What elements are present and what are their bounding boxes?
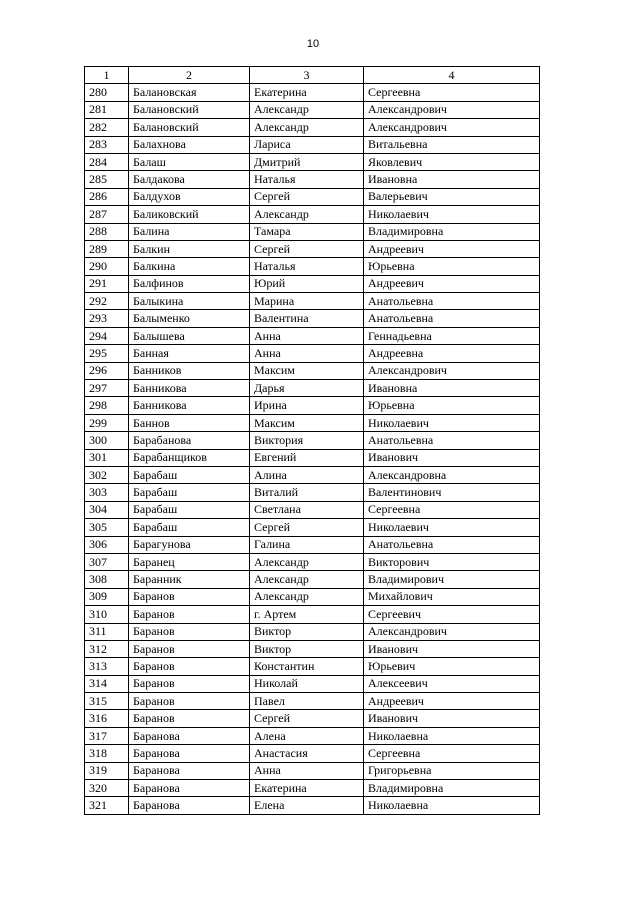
- table-row: [85, 745, 540, 762]
- table-row: [85, 206, 540, 223]
- patronymic-cell: Николаевна: [364, 727, 540, 744]
- table-row: [85, 658, 540, 675]
- row-number-cell: 302: [85, 466, 129, 483]
- row-number-cell: 292: [85, 293, 129, 310]
- surname-cell: Баранова: [129, 797, 250, 814]
- first-name-cell: Константин: [250, 658, 364, 675]
- patronymic-cell: Сергеевич: [364, 606, 540, 623]
- first-name-cell: Александр: [250, 119, 364, 136]
- table-row: [85, 397, 540, 414]
- table-row: [85, 606, 540, 623]
- first-name-cell: Марина: [250, 293, 364, 310]
- table-row: [85, 501, 540, 518]
- first-name-cell: Александр: [250, 588, 364, 605]
- surname-cell: Баранец: [129, 553, 250, 570]
- row-number-cell: 289: [85, 240, 129, 257]
- table-row: [85, 258, 540, 275]
- surname-cell: Банникова: [129, 380, 250, 397]
- row-number-cell: 312: [85, 640, 129, 657]
- row-number-cell: 284: [85, 153, 129, 170]
- row-number-cell: 307: [85, 553, 129, 570]
- table-row: [85, 693, 540, 710]
- surname-cell: Баранова: [129, 727, 250, 744]
- first-name-cell: Николай: [250, 675, 364, 692]
- surname-cell: Балановский: [129, 119, 250, 136]
- patronymic-cell: Владимировна: [364, 780, 540, 797]
- column-header-1: 1: [85, 67, 129, 84]
- patronymic-cell: Яковлевич: [364, 153, 540, 170]
- row-number-cell: 298: [85, 397, 129, 414]
- row-number-cell: 287: [85, 206, 129, 223]
- surname-cell: Баранов: [129, 675, 250, 692]
- first-name-cell: Алина: [250, 466, 364, 483]
- patronymic-cell: Сергеевна: [364, 745, 540, 762]
- patronymic-cell: Александровна: [364, 466, 540, 483]
- patronymic-cell: Николаевич: [364, 414, 540, 431]
- row-number-cell: 320: [85, 780, 129, 797]
- surname-cell: Балдакова: [129, 171, 250, 188]
- patronymic-cell: Иванович: [364, 710, 540, 727]
- patronymic-cell: Андреевич: [364, 693, 540, 710]
- first-name-cell: Наталья: [250, 171, 364, 188]
- table-row: [85, 780, 540, 797]
- first-name-cell: Анна: [250, 345, 364, 362]
- surname-cell: Баранов: [129, 640, 250, 657]
- row-number-cell: 305: [85, 519, 129, 536]
- first-name-cell: Галина: [250, 536, 364, 553]
- row-number-cell: 319: [85, 762, 129, 779]
- patronymic-cell: Витальевна: [364, 136, 540, 153]
- row-number-cell: 313: [85, 658, 129, 675]
- patronymic-cell: Андреевич: [364, 275, 540, 292]
- table-row: [85, 762, 540, 779]
- surname-cell: Баранова: [129, 745, 250, 762]
- row-number-cell: 317: [85, 727, 129, 744]
- first-name-cell: Анна: [250, 762, 364, 779]
- row-number-cell: 310: [85, 606, 129, 623]
- row-number-cell: 306: [85, 536, 129, 553]
- first-name-cell: Валентина: [250, 310, 364, 327]
- first-name-cell: Александр: [250, 571, 364, 588]
- patronymic-cell: Александрович: [364, 101, 540, 118]
- patronymic-cell: Валентинович: [364, 484, 540, 501]
- row-number-cell: 295: [85, 345, 129, 362]
- patronymic-cell: Николаевна: [364, 797, 540, 814]
- first-name-cell: Екатерина: [250, 780, 364, 797]
- page-number: 10: [306, 38, 320, 50]
- row-number-cell: 282: [85, 119, 129, 136]
- column-header-3: 3: [250, 67, 364, 84]
- table-row: [85, 432, 540, 449]
- patronymic-cell: Анатольевна: [364, 432, 540, 449]
- table-row: [85, 519, 540, 536]
- table-row: [85, 640, 540, 657]
- first-name-cell: Виктор: [250, 623, 364, 640]
- surname-cell: Барабаш: [129, 519, 250, 536]
- row-number-cell: 309: [85, 588, 129, 605]
- surname-cell: Балкина: [129, 258, 250, 275]
- table-row: [85, 380, 540, 397]
- first-name-cell: Виктор: [250, 640, 364, 657]
- surname-cell: Балина: [129, 223, 250, 240]
- patronymic-cell: Александрович: [364, 119, 540, 136]
- patronymic-cell: Андреевна: [364, 345, 540, 362]
- first-name-cell: Сергей: [250, 240, 364, 257]
- surname-cell: Баранник: [129, 571, 250, 588]
- patronymic-cell: Геннадьевна: [364, 327, 540, 344]
- row-number-cell: 303: [85, 484, 129, 501]
- patronymic-cell: Юрьевич: [364, 658, 540, 675]
- table-row: [85, 571, 540, 588]
- row-number-cell: 311: [85, 623, 129, 640]
- table-row: [85, 293, 540, 310]
- row-number-cell: 296: [85, 362, 129, 379]
- patronymic-cell: Анатольевна: [364, 310, 540, 327]
- row-number-cell: 283: [85, 136, 129, 153]
- surname-cell: Банникова: [129, 397, 250, 414]
- surname-cell: Баликовский: [129, 206, 250, 223]
- row-number-cell: 285: [85, 171, 129, 188]
- table-row: [85, 362, 540, 379]
- table-row: [85, 449, 540, 466]
- table-row: [85, 553, 540, 570]
- patronymic-cell: Михайлович: [364, 588, 540, 605]
- first-name-cell: Екатерина: [250, 84, 364, 101]
- patronymic-cell: Викторович: [364, 553, 540, 570]
- surname-cell: Балкин: [129, 240, 250, 257]
- header-row: [85, 67, 540, 84]
- surname-cell: Баранов: [129, 606, 250, 623]
- first-name-cell: Анна: [250, 327, 364, 344]
- surname-cell: Банников: [129, 362, 250, 379]
- table-row: [85, 171, 540, 188]
- row-number-cell: 290: [85, 258, 129, 275]
- first-name-cell: Дмитрий: [250, 153, 364, 170]
- table-row: [85, 101, 540, 118]
- first-name-cell: Елена: [250, 797, 364, 814]
- surname-cell: Балановский: [129, 101, 250, 118]
- registry-table: [84, 66, 540, 815]
- row-number-cell: 280: [85, 84, 129, 101]
- surname-cell: Баранов: [129, 588, 250, 605]
- patronymic-cell: Анатольевна: [364, 536, 540, 553]
- surname-cell: Барабаш: [129, 484, 250, 501]
- surname-cell: Баранова: [129, 762, 250, 779]
- table-row: [85, 484, 540, 501]
- row-number-cell: 286: [85, 188, 129, 205]
- patronymic-cell: Александрович: [364, 623, 540, 640]
- first-name-cell: Сергей: [250, 710, 364, 727]
- table-row: [85, 536, 540, 553]
- surname-cell: Барабаш: [129, 501, 250, 518]
- patronymic-cell: Сергеевна: [364, 501, 540, 518]
- table-row: [85, 588, 540, 605]
- patronymic-cell: Николаевич: [364, 206, 540, 223]
- first-name-cell: Наталья: [250, 258, 364, 275]
- table-row: [85, 310, 540, 327]
- surname-cell: Барагунова: [129, 536, 250, 553]
- row-number-cell: 294: [85, 327, 129, 344]
- surname-cell: Балышева: [129, 327, 250, 344]
- table-body: [85, 84, 540, 814]
- patronymic-cell: Андреевич: [364, 240, 540, 257]
- first-name-cell: Сергей: [250, 188, 364, 205]
- table-row: [85, 119, 540, 136]
- first-name-cell: Тамара: [250, 223, 364, 240]
- row-number-cell: 293: [85, 310, 129, 327]
- row-number-cell: 291: [85, 275, 129, 292]
- surname-cell: Банная: [129, 345, 250, 362]
- patronymic-cell: Иванович: [364, 449, 540, 466]
- first-name-cell: Павел: [250, 693, 364, 710]
- table-header: [85, 67, 540, 84]
- surname-cell: Балыменко: [129, 310, 250, 327]
- column-header-4: 4: [364, 67, 540, 84]
- surname-cell: Балдухов: [129, 188, 250, 205]
- table-row: [85, 327, 540, 344]
- row-number-cell: 308: [85, 571, 129, 588]
- row-number-cell: 300: [85, 432, 129, 449]
- row-number-cell: 301: [85, 449, 129, 466]
- table-row: [85, 275, 540, 292]
- table-row: [85, 797, 540, 814]
- first-name-cell: Максим: [250, 362, 364, 379]
- table-row: [85, 727, 540, 744]
- patronymic-cell: Алексеевич: [364, 675, 540, 692]
- surname-cell: Балаш: [129, 153, 250, 170]
- patronymic-cell: Александрович: [364, 362, 540, 379]
- row-number-cell: 314: [85, 675, 129, 692]
- first-name-cell: Александр: [250, 553, 364, 570]
- surname-cell: Барабанщиков: [129, 449, 250, 466]
- patronymic-cell: Ивановна: [364, 380, 540, 397]
- row-number-cell: 316: [85, 710, 129, 727]
- surname-cell: Баранов: [129, 710, 250, 727]
- surname-cell: Баранова: [129, 780, 250, 797]
- row-number-cell: 304: [85, 501, 129, 518]
- patronymic-cell: Валерьевич: [364, 188, 540, 205]
- surname-cell: Баранов: [129, 658, 250, 675]
- surname-cell: Балахнова: [129, 136, 250, 153]
- row-number-cell: 315: [85, 693, 129, 710]
- table-row: [85, 84, 540, 101]
- first-name-cell: Лариса: [250, 136, 364, 153]
- patronymic-cell: Николаевич: [364, 519, 540, 536]
- first-name-cell: Юрий: [250, 275, 364, 292]
- first-name-cell: Дарья: [250, 380, 364, 397]
- patronymic-cell: Владимировна: [364, 223, 540, 240]
- first-name-cell: Светлана: [250, 501, 364, 518]
- surname-cell: Баннов: [129, 414, 250, 431]
- first-name-cell: Евгений: [250, 449, 364, 466]
- row-number-cell: 318: [85, 745, 129, 762]
- patronymic-cell: Григорьевна: [364, 762, 540, 779]
- first-name-cell: г. Артем: [250, 606, 364, 623]
- first-name-cell: Анастасия: [250, 745, 364, 762]
- first-name-cell: Алена: [250, 727, 364, 744]
- table-row: [85, 623, 540, 640]
- column-header-2: 2: [129, 67, 250, 84]
- first-name-cell: Виталий: [250, 484, 364, 501]
- surname-cell: Барабанова: [129, 432, 250, 449]
- first-name-cell: Виктория: [250, 432, 364, 449]
- patronymic-cell: Владимирович: [364, 571, 540, 588]
- first-name-cell: Александр: [250, 206, 364, 223]
- surname-cell: Баранов: [129, 693, 250, 710]
- surname-cell: Барабаш: [129, 466, 250, 483]
- surname-cell: Балфинов: [129, 275, 250, 292]
- patronymic-cell: Юрьевна: [364, 258, 540, 275]
- table-row: [85, 345, 540, 362]
- row-number-cell: 288: [85, 223, 129, 240]
- surname-cell: Баранов: [129, 623, 250, 640]
- table-row: [85, 466, 540, 483]
- first-name-cell: Александр: [250, 101, 364, 118]
- surname-cell: Балыкина: [129, 293, 250, 310]
- first-name-cell: Сергей: [250, 519, 364, 536]
- table-row: [85, 153, 540, 170]
- patronymic-cell: Анатольевна: [364, 293, 540, 310]
- table-row: [85, 136, 540, 153]
- patronymic-cell: Сергеевна: [364, 84, 540, 101]
- first-name-cell: Ирина: [250, 397, 364, 414]
- row-number-cell: 321: [85, 797, 129, 814]
- surname-cell: Балановская: [129, 84, 250, 101]
- table-row: [85, 240, 540, 257]
- patronymic-cell: Иванович: [364, 640, 540, 657]
- table-row: [85, 188, 540, 205]
- table-row: [85, 414, 540, 431]
- patronymic-cell: Ивановна: [364, 171, 540, 188]
- table-row: [85, 710, 540, 727]
- table-row: [85, 675, 540, 692]
- row-number-cell: 281: [85, 101, 129, 118]
- row-number-cell: 299: [85, 414, 129, 431]
- table-row: [85, 223, 540, 240]
- row-number-cell: 297: [85, 380, 129, 397]
- first-name-cell: Максим: [250, 414, 364, 431]
- patronymic-cell: Юрьевна: [364, 397, 540, 414]
